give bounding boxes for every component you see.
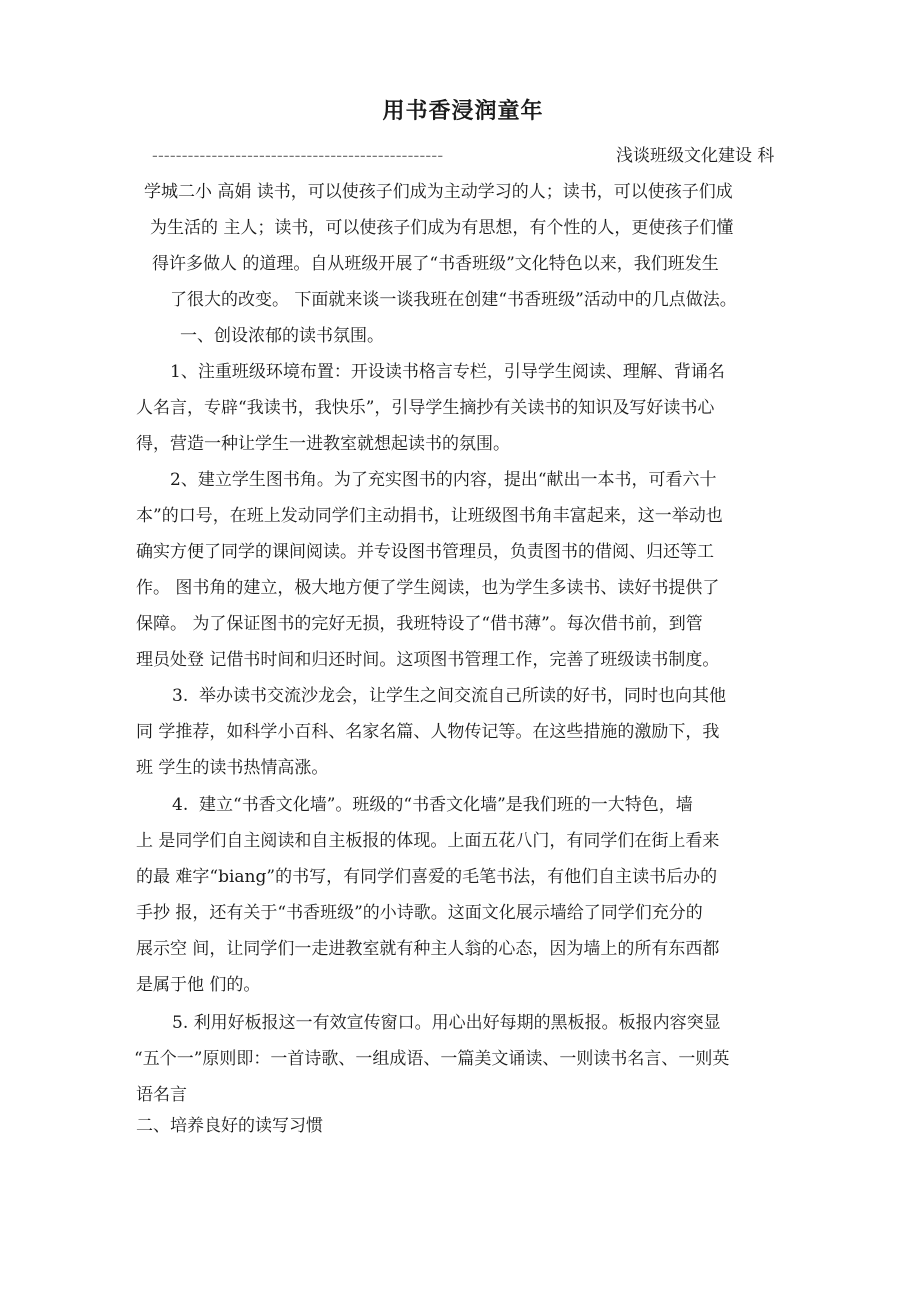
paragraph-line: 手抄 报，还有关于“书香班级”的小诗歌。这面文化展示墙给了同学们充分的 xyxy=(136,903,703,923)
paragraph-line: 1、注重班级环境布置：开设读书格言专栏，引导学生阅读、理解、背诵名 xyxy=(170,362,725,382)
paragraph-line: 语名言 xyxy=(136,1085,187,1105)
paragraph-line: 了很大的改变。 下面就来谈一谈我班在创建“书香班级”活动中的几点做法。 xyxy=(170,290,737,310)
paragraph-line: 为生活的 主人；读书，可以使孩子们成为有思想，有个性的人，更使孩子们懂 xyxy=(150,218,734,238)
paragraph-line: 得许多做人 的道理。自从班级开展了“书香班级”文化特色以来，我们班发生 xyxy=(152,254,719,274)
subtitle-text: 浅谈班级文化建设 科 xyxy=(616,146,775,166)
paragraph-line: 班 学生的读书热情高涨。 xyxy=(136,758,329,778)
paragraph-line: 上 是同学们自主阅读和自主板报的体现。上面五花八门，有同学们在街上看来 xyxy=(136,831,720,851)
paragraph-line: 得，营造一种让学生一进教室就想起读书的氛围。 xyxy=(136,434,510,454)
section-heading: 二、培养良好的读写习惯 xyxy=(136,1116,323,1136)
paragraph-line: 展示空 间，让同学们一走进教室就有种主人翁的心态，因为墙上的所有东西都 xyxy=(136,939,720,959)
paragraph-line: 是属于他 们的。 xyxy=(136,975,261,995)
paragraph-line: 学城二小 高娟 读书，可以使孩子们成为主动学习的人；读书，可以使孩子们成 xyxy=(144,182,733,202)
paragraph-line: 保障。 为了保证图书的完好无损，我班特设了“借书薄”。每次借书前，到管 xyxy=(136,614,703,634)
paragraph-line: 的最 难字“biang”的书写，有同学们喜爱的毛笔书法，有他们自主读书后办的 xyxy=(136,867,718,887)
document-title: 用书香浸润童年 xyxy=(382,99,544,124)
section-heading: 一、创设浓郁的读书氛围。 xyxy=(180,326,384,346)
paragraph-line: 本”的口号，在班上发动同学们主动捐书，让班级图书角丰富起来，这一举动也 xyxy=(136,506,723,526)
paragraph-line: 人名言，专辟“我读书，我快乐”，引导学生摘抄有关读书的知识及写好读书心 xyxy=(136,398,715,418)
paragraph-line: 3. 举办读书交流沙龙会，让学生之间交流自己所读的好书，同时也向其他 xyxy=(172,686,727,706)
paragraph-line: 作。 图书角的建立，极大地方便了学生阅读，也为学生多读书、读好书提供了 xyxy=(136,578,720,598)
paragraph-line: 理员处登 记借书时间和归还时间。这项图书管理工作，完善了班级读书制度。 xyxy=(136,650,720,670)
paragraph-line: “五个一”原则即：一首诗歌、一组成语、一篇美文诵读、一则读书名言、一则英 xyxy=(134,1049,730,1069)
paragraph-line: 5. 利用好板报这一有效宣传窗口。用心出好每期的黑板报。板报内容突显 xyxy=(172,1013,721,1033)
paragraph-line: 确实方便了同学的课间阅读。并专设图书管理员，负责图书的借阅、归还等工 xyxy=(136,542,714,562)
subtitle-dashes: ------------------------------------------------- xyxy=(152,146,444,166)
paragraph-line: 同 学推荐，如科学小百科、名家名篇、人物传记等。在这些措施的激励下，我 xyxy=(136,722,720,742)
paragraph-line: 2、建立学生图书角。为了充实图书的内容，提出“献出一本书，可看六十 xyxy=(170,470,717,490)
paragraph-line: 4. 建立“书香文化墙”。班级的“书香文化墙”是我们班的一大特色，墙 xyxy=(172,795,693,815)
